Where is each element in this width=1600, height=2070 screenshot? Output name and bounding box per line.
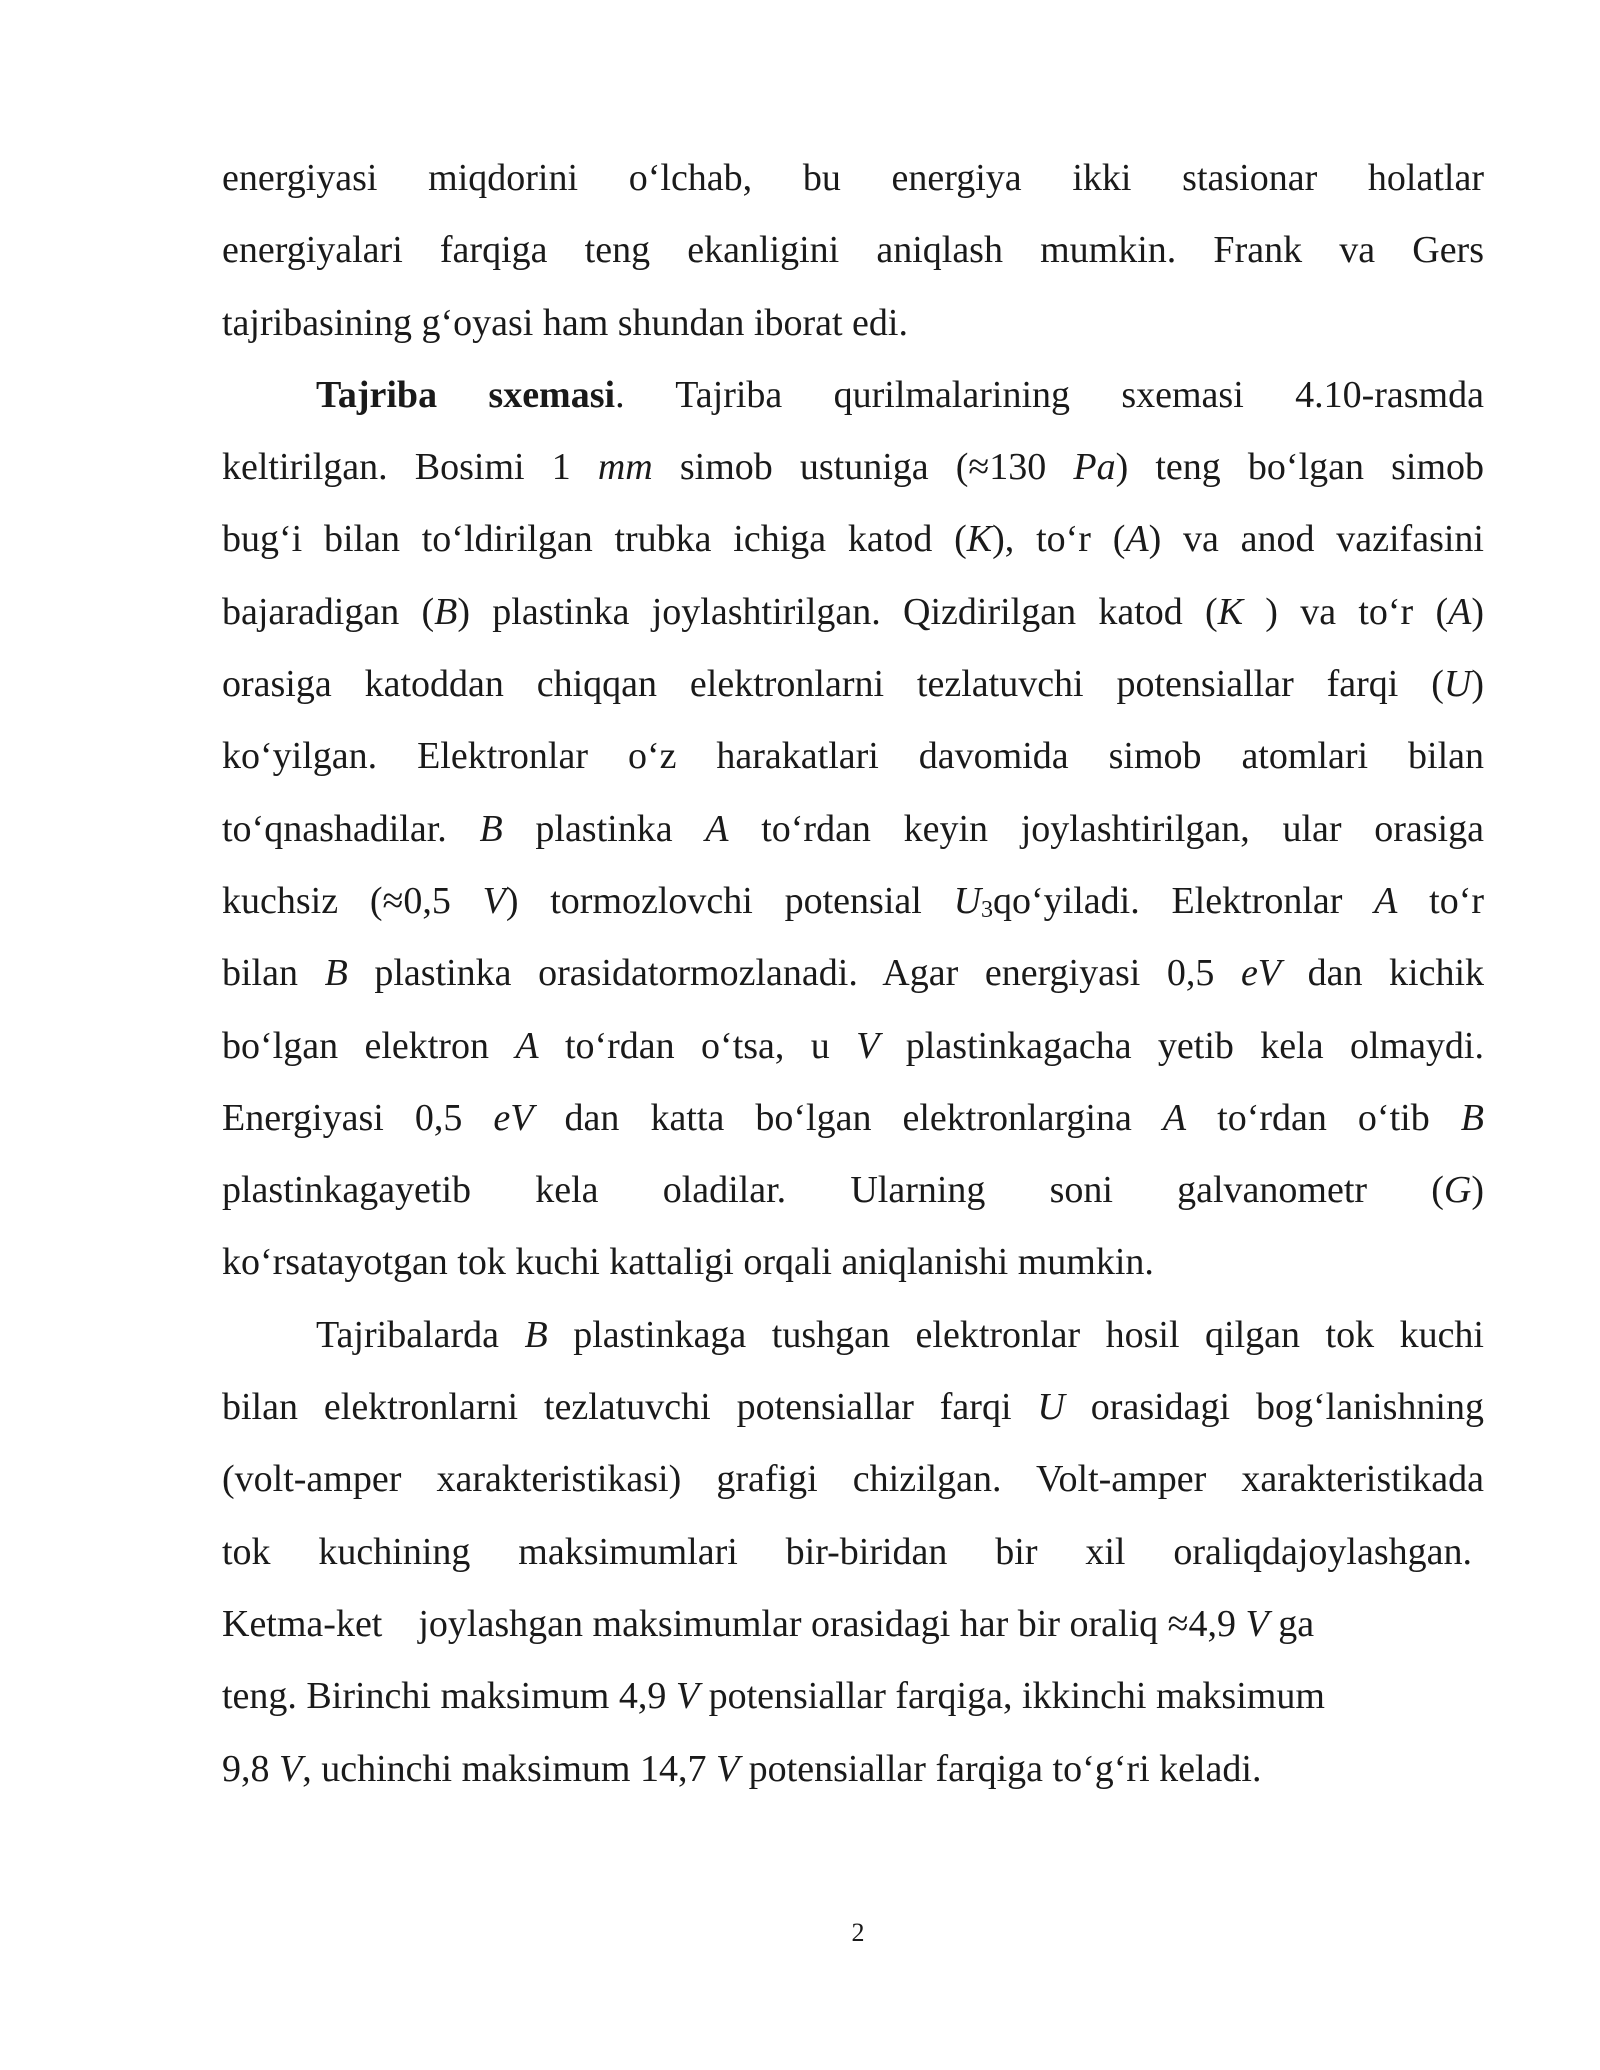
text-line: (volt-amper xarakteristikasi) grafigi chizilgan. Volt-amper xarakteristikada xyxy=(222,1458,1484,1501)
text-run: potensiallar farqiga to‘g‘ri keladi. xyxy=(739,1747,1262,1790)
text-line xyxy=(222,937,1484,1009)
text-line xyxy=(222,1516,1472,1588)
text-run: ) xyxy=(1471,663,1484,706)
text-run: plastinkagacha yetib kela olmaydi. xyxy=(879,1024,1484,1067)
text-run: oraliqdajoylashgan. xyxy=(1173,1530,1473,1573)
variable-symbol: V xyxy=(856,1024,880,1067)
text-run: , uchinchi maksimum 14,7 xyxy=(302,1747,716,1790)
text-run: ) tormozlovchi potensial xyxy=(505,879,954,922)
text-run: bo‘lgan elektron xyxy=(222,1024,516,1067)
variable-symbol: K xyxy=(1217,590,1244,633)
text-run: . Tajriba qurilmalarining sxemasi 4.10-rasmda xyxy=(615,373,1484,416)
text-run: ) teng bo‘lgan simob xyxy=(1115,446,1485,489)
variable-symbol: U xyxy=(953,879,982,922)
text-run: ) xyxy=(1471,1169,1484,1212)
text-run: bir xyxy=(995,1530,1038,1573)
text-run: kuchsiz (≈0,5 xyxy=(222,879,483,922)
text-run: joylashgan maksimumlar orasidagi har bir oraliq ≈4,9 xyxy=(418,1602,1246,1645)
text-line: energiyalari farqiga teng ekanligini aniqlash mumkin. Frank va Gers xyxy=(222,229,1484,272)
unit-symbol: mm xyxy=(597,446,653,489)
text-line xyxy=(222,648,1484,720)
text-run: dan katta bo‘lgan elektronlargina xyxy=(533,1096,1163,1139)
text-run: potensiallar farqiga, ikkinchi maksimum xyxy=(699,1675,1325,1718)
text-line: tajribasining g‘oyasi ham shundan iborat edi. xyxy=(222,301,908,344)
text-run: to‘rdan o‘tsa, u xyxy=(538,1024,857,1067)
text-run: simob ustuniga (≈130 xyxy=(652,446,1074,489)
unit-symbol: V xyxy=(279,1747,303,1790)
text-run: qo‘yiladi. Elektronlar xyxy=(993,879,1375,922)
text-run: bilan elektronlarni tezlatuvchi potensiallar farqi xyxy=(222,1386,1038,1429)
text-run: ) xyxy=(1471,590,1485,633)
text-run: to‘rdan o‘tib xyxy=(1186,1096,1461,1139)
subscript: 3 xyxy=(981,896,994,923)
text-line xyxy=(222,1082,1484,1154)
text-run: ga xyxy=(1268,1602,1315,1645)
text-run: ) va to‘r ( xyxy=(1243,590,1449,633)
text-run: xil xyxy=(1085,1530,1126,1573)
unit-symbol: V xyxy=(715,1747,740,1790)
text-run: dan kichik xyxy=(1281,952,1484,995)
variable-symbol: A xyxy=(1448,590,1472,633)
text-run: plastinkaga tushgan elektronlar hosil qilgan tok kuchi xyxy=(547,1313,1484,1356)
variable-symbol: B xyxy=(1460,1096,1484,1139)
text-run: bug‘i bilan to‘ldirilgan trubka ichiga katod ( xyxy=(222,518,967,561)
text-line: ko‘yilgan. Elektronlar o‘z harakatlari davomida simob atomlari bilan xyxy=(222,735,1484,778)
variable-symbol: G xyxy=(1443,1169,1472,1212)
text-run: to‘r xyxy=(1397,879,1484,922)
text-run: plastinkagayetib kela oladilar. Ularning soni galvanometr ( xyxy=(222,1169,1444,1212)
text-line xyxy=(222,1154,1484,1226)
text-run: teng. Birinchi maksimum 4,9 xyxy=(222,1675,676,1718)
variable-symbol: A xyxy=(1125,518,1149,561)
text-run: orasiga katoddan chiqqan elektronlarni tezlatuvchi potensiallar farqi ( xyxy=(222,663,1444,706)
text-line xyxy=(222,1299,1484,1371)
variable-symbol: U xyxy=(1443,663,1472,706)
text-line xyxy=(222,1660,1484,1732)
section-heading: Tajriba sxemasi xyxy=(316,373,616,416)
text-line xyxy=(222,793,1484,865)
unit-symbol: eV xyxy=(493,1096,534,1139)
text-run: to‘qnashadilar. xyxy=(222,807,480,850)
text-run: plastinka xyxy=(502,807,706,850)
text-line: ko‘rsatayotgan tok kuchi kattaligi orqali aniqlanishi mumkin. xyxy=(222,1241,1154,1284)
unit-symbol: V xyxy=(675,1675,700,1718)
text-run: Ketma-ket xyxy=(222,1602,383,1645)
variable-symbol: B xyxy=(434,590,458,633)
unit-symbol: Pa xyxy=(1073,446,1116,489)
text-run: bajaradigan ( xyxy=(222,590,435,633)
text-run: ) plastinka joylashtirilgan. Qizdirilgan katod ( xyxy=(457,590,1218,633)
unit-symbol: eV xyxy=(1240,952,1282,995)
variable-symbol: A xyxy=(705,807,729,850)
text-line xyxy=(222,359,1484,431)
variable-symbol: A xyxy=(515,1024,539,1067)
text-run: orasidagi bog‘lanishning xyxy=(1064,1386,1484,1429)
variable-symbol: U xyxy=(1037,1386,1065,1429)
text-line xyxy=(222,576,1484,648)
text-run: bilan xyxy=(222,952,325,995)
text-line xyxy=(222,1371,1484,1443)
text-line: energiyasi miqdorini o‘lchab, bu energiya ikki stasionar holatlar xyxy=(222,157,1484,199)
unit-symbol: V xyxy=(482,879,506,922)
variable-symbol: B xyxy=(524,1313,548,1356)
text-run: plastinka orasidatormozlanadi. Agar energiyasi 0,5 xyxy=(347,952,1241,995)
text-line xyxy=(222,1588,1484,1660)
text-line xyxy=(222,1733,1484,1805)
unit-symbol: V xyxy=(1245,1602,1269,1645)
page-number: 2 xyxy=(851,1918,865,1947)
document-page xyxy=(222,142,1484,1805)
text-line xyxy=(222,1010,1484,1082)
text-run: to‘rdan keyin joylashtirilgan, ular orasiga xyxy=(728,807,1484,850)
text-run: tok kuchining maksimumlari bir-biridan xyxy=(222,1530,948,1573)
variable-symbol: K xyxy=(966,518,993,561)
text-run: 9,8 xyxy=(222,1747,279,1790)
text-run: ) va anod vazifasini xyxy=(1148,518,1484,561)
variable-symbol: B xyxy=(324,952,348,995)
text-line xyxy=(222,431,1484,503)
variable-symbol: A xyxy=(1374,879,1398,922)
variable-symbol: B xyxy=(479,807,503,850)
text-line xyxy=(222,865,1484,937)
text-run: keltirilgan. Bosimi 1 xyxy=(222,446,598,489)
text-run: Tajribalarda xyxy=(316,1313,525,1356)
text-line xyxy=(222,503,1484,575)
variable-symbol: A xyxy=(1162,1096,1187,1139)
text-run: Energiyasi 0,5 xyxy=(222,1096,494,1139)
text-run: ), to‘r ( xyxy=(992,518,1126,561)
